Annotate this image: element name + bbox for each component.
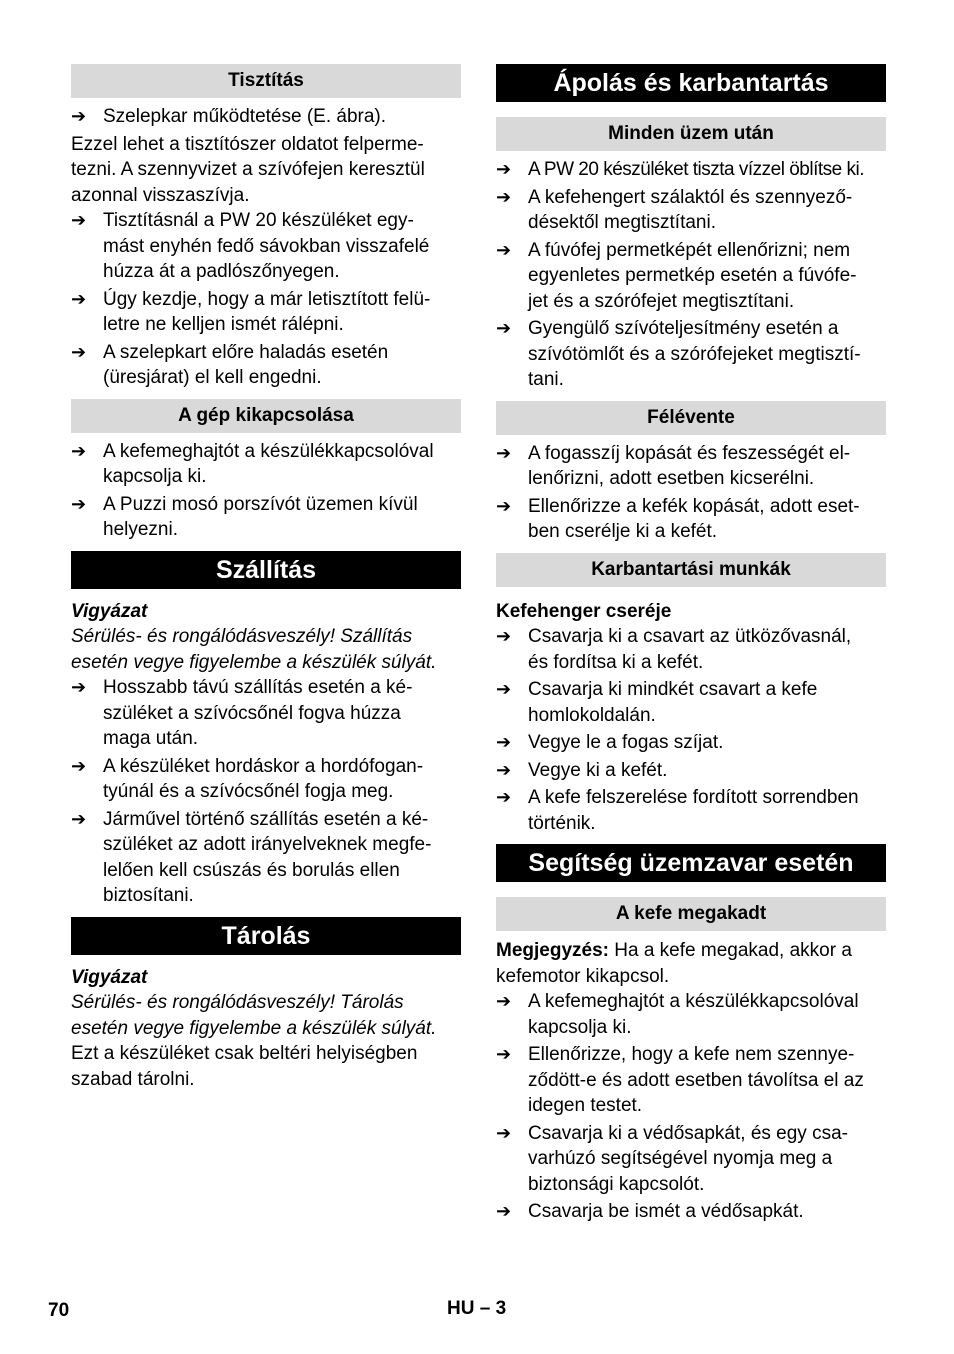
arrow-icon: ➔ xyxy=(496,759,512,780)
bullet-item: ➔ A kefemeghajtót a készülékkapcsolóval kapcsolja ki. xyxy=(71,439,461,490)
bullet-item: ➔ A készüléket hordáskor a hordófogan- tyúnál és a szívócsőnél fogja meg. xyxy=(71,754,461,805)
heading-tarolas: Tárolás xyxy=(71,917,461,955)
bullet-item: ➔ Gyengülő szívóteljesítmény esetén a szívótömlőt és a szórófejeket megtisztí- tani. xyxy=(496,316,886,393)
bullet-item: ➔ A Puzzi mosó porszívót üzemen kívül helyezni. xyxy=(71,492,461,543)
bullet-item: ➔ A kefehengert szálaktól és szennyező- désektől megtisztítani. xyxy=(496,185,886,236)
arrow-icon: ➔ xyxy=(496,991,512,1011)
bullet-item: ➔ A PW 20 készüléket tiszta vízzel öblítse ki. xyxy=(496,157,886,183)
arrow-icon: ➔ xyxy=(496,1044,512,1064)
right-column xyxy=(496,64,886,1225)
language-section-code: HU – 3 xyxy=(447,1298,507,1319)
bullet-item: ➔ Csavarja ki a csavart az ütközővasnál, és fordítsa ki a kefét. xyxy=(496,624,886,675)
arrow-icon: ➔ xyxy=(71,106,87,126)
paragraph: Ezt a készüléket csak beltéri helyiségben szabad tárolni. xyxy=(71,1043,418,1090)
heading-karbantartasi: Karbantartási munkák xyxy=(496,553,886,587)
heading-tisztitas: Tisztítás xyxy=(71,64,461,98)
bullet-item: ➔ Szelepkar működtetése (E. ábra). xyxy=(71,104,461,130)
bullet-item: ➔ A fogasszíj kopását és feszességét el- lenőrizni, adott esetben kicserélni. xyxy=(496,441,886,492)
subheading-kefehenger: Kefehenger cseréje xyxy=(496,600,672,622)
arrow-icon: ➔ xyxy=(71,808,87,829)
arrow-icon: ➔ xyxy=(71,493,87,514)
heading-segitseg: Segítség üzemzavar esetén xyxy=(496,844,886,882)
bullet-item: ➔ Úgy kezdje, hogy a már letisztított felü- letre ne kelljen ismét rálépni. xyxy=(71,287,461,338)
bullet-item: ➔ Ellenőrizze, hogy a kefe nem szennye- ződött-e és adott esetben távolítsa el az idegen testet. xyxy=(496,1042,886,1119)
bullet-item: ➔ Járművel történő szállítás esetén a ké- szüléket az adott irányelveknek megfe- lelően kell csúszás és borulás ellen biztosítani. xyxy=(71,807,461,909)
bullet-item: ➔ Tisztításnál a PW 20 készüléket egy- mást enyhén fedő sávokban visszafelé húzza át a padlószőnyegen. xyxy=(71,208,461,285)
arrow-icon: ➔ xyxy=(71,677,87,697)
bullet-item: ➔ A szelepkart előre haladás esetén (üresjárat) el kell engedni. xyxy=(71,340,461,391)
arrow-icon: ➔ xyxy=(496,1201,512,1221)
bullet-item: ➔ A kefe felszerelése fordított sorrendben történik. xyxy=(496,785,886,836)
arrow-icon: ➔ xyxy=(71,755,87,776)
heading-minden: Minden üzem után xyxy=(496,117,886,151)
warning-text: Sérülés- és rongálódásveszély! Tárolás esetén vegye figyelembe a készülék súlyát. xyxy=(71,992,437,1039)
bullet-item: ➔ Ellenőrizze a kefék kopását, adott eset- ben cserélje ki a kefét. xyxy=(496,494,886,545)
arrow-icon: ➔ xyxy=(71,288,87,309)
note-label: Megjegyzés: xyxy=(496,940,609,961)
left-column xyxy=(71,64,461,1092)
bullet-item: ➔ A fúvófej permetképét ellenőrizni; nem egyenletes permetkép esetén a fúvófe- jet és a szórófejet megtisztítani. xyxy=(496,238,886,315)
arrow-icon: ➔ xyxy=(496,732,512,752)
arrow-icon: ➔ xyxy=(496,159,512,179)
arrow-icon: ➔ xyxy=(496,318,512,338)
note-paragraph: Megjegyzés: Ha a kefe megakad, akkor a kefemotor kikapcsol. xyxy=(496,940,852,987)
caution-label: Vigyázat xyxy=(71,600,148,622)
caution-label: Vigyázat xyxy=(71,966,148,988)
bullet-item: ➔ A kefemeghajtót a készülékkapcsolóval kapcsolja ki. xyxy=(496,989,886,1040)
heading-felevente: Félévente xyxy=(496,401,886,435)
warning-text: Sérülés- és rongálódásveszély! Szállítás esetén vegye figyelembe a készülék súlyát. xyxy=(71,626,437,673)
bullet-item: ➔ Csavarja be ismét a védősapkát. xyxy=(496,1199,886,1225)
heading-kikapcsolas: A gép kikapcsolása xyxy=(71,399,461,433)
bullet-item: ➔ Vegye le a fogas szíjat. xyxy=(496,730,886,756)
arrow-icon: ➔ xyxy=(71,440,87,461)
arrow-icon: ➔ xyxy=(496,239,512,260)
arrow-icon: ➔ xyxy=(496,442,512,463)
bullet-item: ➔ Csavarja ki a védősapkát, és egy csa- varhúzó segítségével nyomja meg a biztonsági kapcsolót. xyxy=(496,1121,886,1198)
arrow-icon: ➔ xyxy=(496,186,512,207)
arrow-icon: ➔ xyxy=(71,210,87,230)
arrow-icon: ➔ xyxy=(496,787,512,807)
heading-szallitas: Szállítás xyxy=(71,551,461,589)
paragraph: Ezzel lehet a tisztítószer oldatot felperme- tezni. A szennyvizet a szívófejen keresztül azonnal visszaszívja. xyxy=(71,133,425,206)
page-number: 70 xyxy=(48,1300,70,1321)
bullet-item: ➔ Hosszabb távú szállítás esetén a ké- szüléket a szívócsőnél fogva húzza maga után. xyxy=(71,675,461,752)
arrow-icon: ➔ xyxy=(496,626,512,646)
heading-kefe-megakadt: A kefe megakadt xyxy=(496,897,886,931)
bullet-item: ➔ Vegye ki a kefét. xyxy=(496,758,886,784)
arrow-icon: ➔ xyxy=(71,341,87,362)
arrow-icon: ➔ xyxy=(496,679,512,699)
heading-apolas: Ápolás és karbantartás xyxy=(496,64,886,102)
bullet-item: ➔ Csavarja ki mindkét csavart a kefe homlokoldalán. xyxy=(496,677,886,728)
arrow-icon: ➔ xyxy=(496,495,512,516)
arrow-icon: ➔ xyxy=(496,1122,512,1143)
